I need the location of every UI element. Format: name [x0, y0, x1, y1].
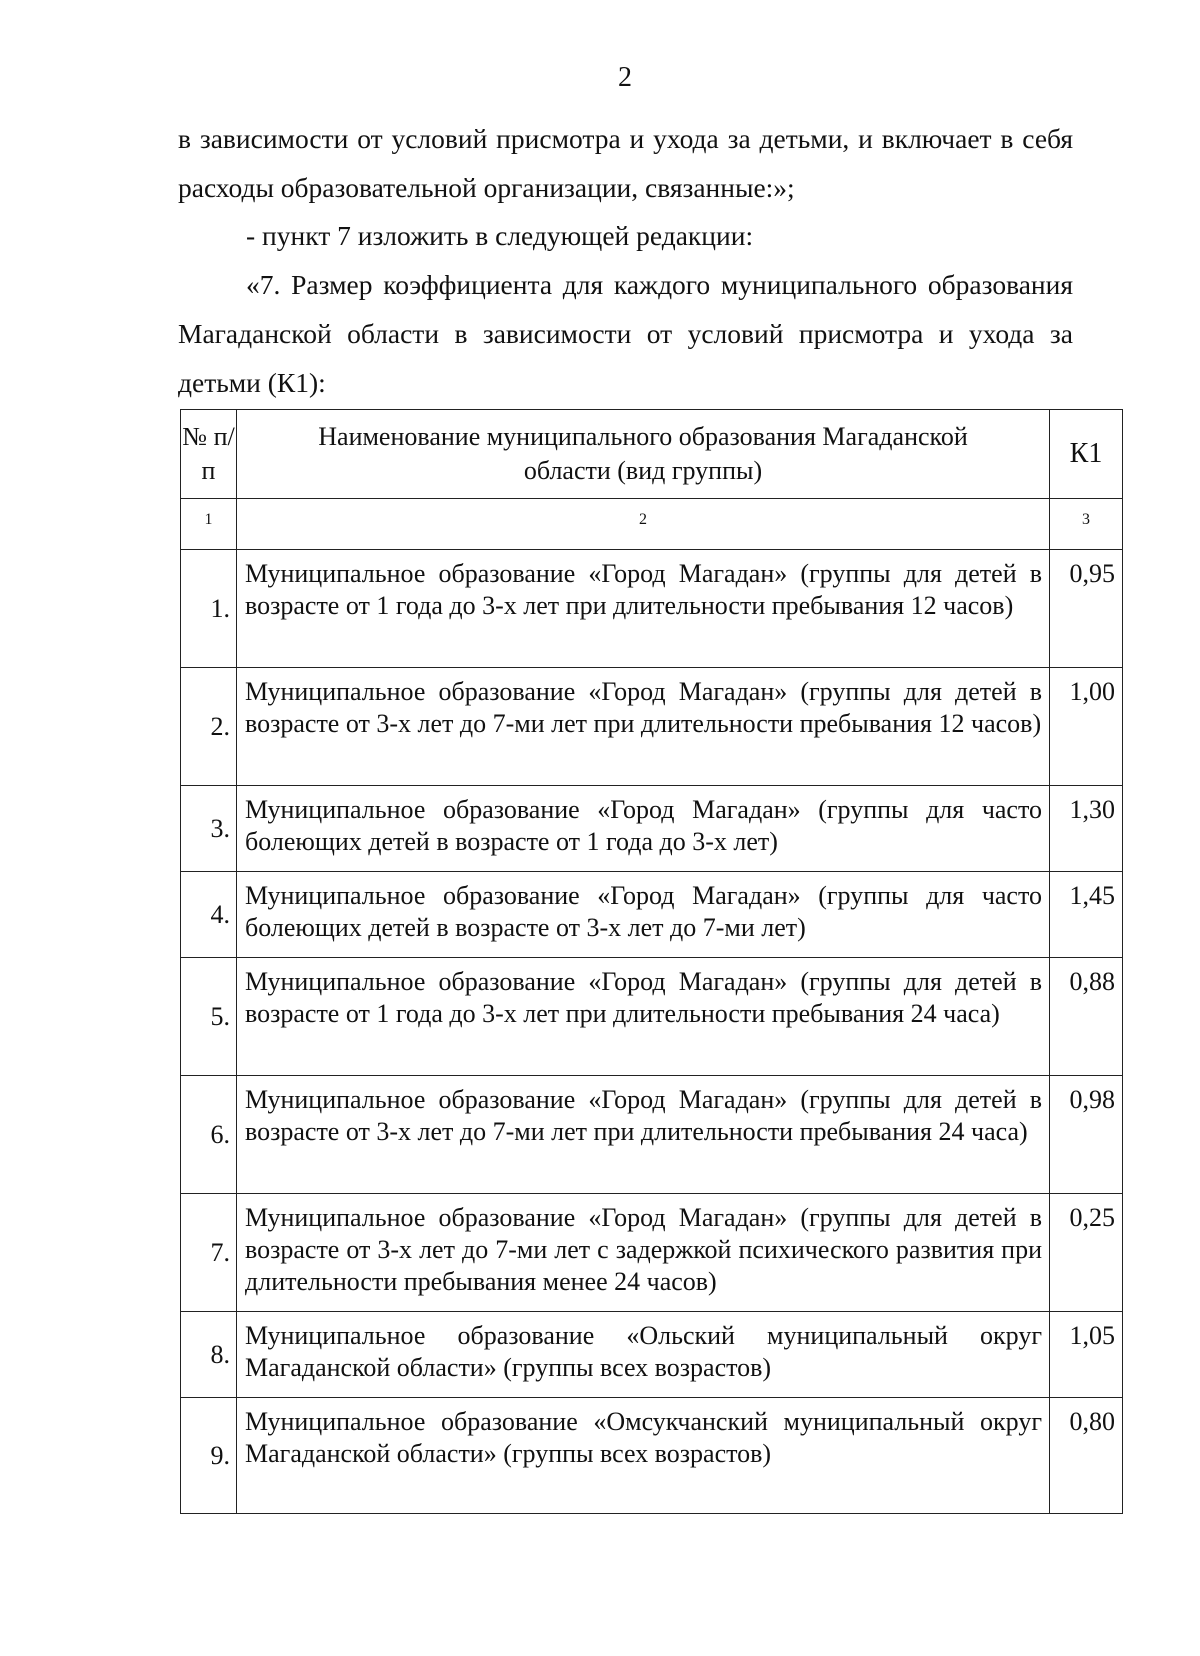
column-number-row: [181, 499, 1123, 550]
table-row: [181, 872, 1123, 958]
table-row: [181, 668, 1123, 786]
table-row: [181, 1194, 1123, 1312]
row-number: 5.: [181, 958, 237, 1076]
row-k1: 0,80: [1050, 1398, 1123, 1514]
row-name: [237, 1194, 1050, 1312]
header-number: № п/п: [181, 410, 237, 499]
header-name: Наименование муниципального образования Магаданской области (вид группы): [237, 410, 1050, 499]
row-name-text: Муниципальное образование «Город Магадан» (группы для детей в возрасте от 3-х лет до 7-ми лет с задержкой психического развития при длительности пребывания менее 24 часов): [245, 1203, 1042, 1296]
row-name-text: Муниципальное образование «Город Магадан» (группы для детей в возрасте от 3-х лет до 7-ми лет при длительности пребывания 12 часов): [245, 677, 1042, 738]
row-name-text: Муниципальное образование «Город Магадан» (группы для детей в возрасте от 3-х лет до 7-ми лет при длительности пребывания 24 часа): [245, 1085, 1042, 1146]
row-name: [237, 786, 1050, 872]
row-k1: 0,25: [1050, 1194, 1123, 1312]
paragraph-amendment: - пункт 7 изложить в следующей редакции:: [246, 220, 754, 252]
row-name: [237, 872, 1050, 958]
document-body: [178, 115, 1073, 407]
row-name: [237, 1312, 1050, 1398]
paragraph-item-7: «7. Размер коэффициента для каждого муниципального образования Магаданской области в зависимости от условий присмотра и ухода за детьми (К1):: [178, 269, 1073, 398]
table-row: [181, 550, 1123, 668]
paragraph-continuation: в зависимости от условий присмотра и ухода за детьми, и включает в себя расходы образовательной организации, связанные:»;: [178, 123, 1073, 203]
row-name: [237, 668, 1050, 786]
row-name: [237, 958, 1050, 1076]
table-row: [181, 1312, 1123, 1398]
row-number: 2.: [181, 668, 237, 786]
table-header-row: [181, 410, 1123, 499]
row-name-text: Муниципальное образование «Ольский муниципальный округ Магаданской области» (группы всех возрастов): [245, 1321, 1042, 1382]
column-number: 2: [237, 499, 1050, 550]
coefficient-table: [180, 409, 1123, 1514]
row-number: 3.: [181, 786, 237, 872]
row-name-text: Муниципальное образование «Омсукчанский муниципальный округ Магаданской области» (группы всех возрастов): [245, 1407, 1042, 1468]
page-number: 2: [618, 62, 632, 93]
row-k1: 1,05: [1050, 1312, 1123, 1398]
row-number: 1.: [181, 550, 237, 668]
table-row: [181, 1076, 1123, 1194]
row-k1: 0,95: [1050, 550, 1123, 668]
row-k1: 0,98: [1050, 1076, 1123, 1194]
row-number: 6.: [181, 1076, 237, 1194]
row-name-text: Муниципальное образование «Город Магадан» (группы для детей в возрасте от 1 года до 3-х лет при длительности пребывания 12 часов): [245, 559, 1042, 620]
row-k1: 0,88: [1050, 958, 1123, 1076]
column-number: 1: [181, 499, 237, 550]
row-k1: 1,30: [1050, 786, 1123, 872]
row-k1: 1,00: [1050, 668, 1123, 786]
row-number: 9.: [181, 1398, 237, 1514]
row-name-text: Муниципальное образование «Город Магадан» (группы для часто болеющих детей в возрасте от 3-х лет до 7-ми лет): [245, 881, 1042, 942]
row-name: [237, 550, 1050, 668]
row-number: 4.: [181, 872, 237, 958]
table-row: [181, 958, 1123, 1076]
header-k1: К1: [1050, 410, 1123, 499]
table-row: [181, 1398, 1123, 1514]
table-row: [181, 786, 1123, 872]
row-number: 8.: [181, 1312, 237, 1398]
row-name: [237, 1076, 1050, 1194]
row-name: [237, 1398, 1050, 1514]
column-number: 3: [1050, 499, 1123, 550]
row-k1: 1,45: [1050, 872, 1123, 958]
row-name-text: Муниципальное образование «Город Магадан» (группы для часто болеющих детей в возрасте от 1 года до 3-х лет): [245, 795, 1042, 856]
row-number: 7.: [181, 1194, 237, 1312]
row-name-text: Муниципальное образование «Город Магадан» (группы для детей в возрасте от 1 года до 3-х лет при длительности пребывания 24 часа): [245, 967, 1042, 1028]
